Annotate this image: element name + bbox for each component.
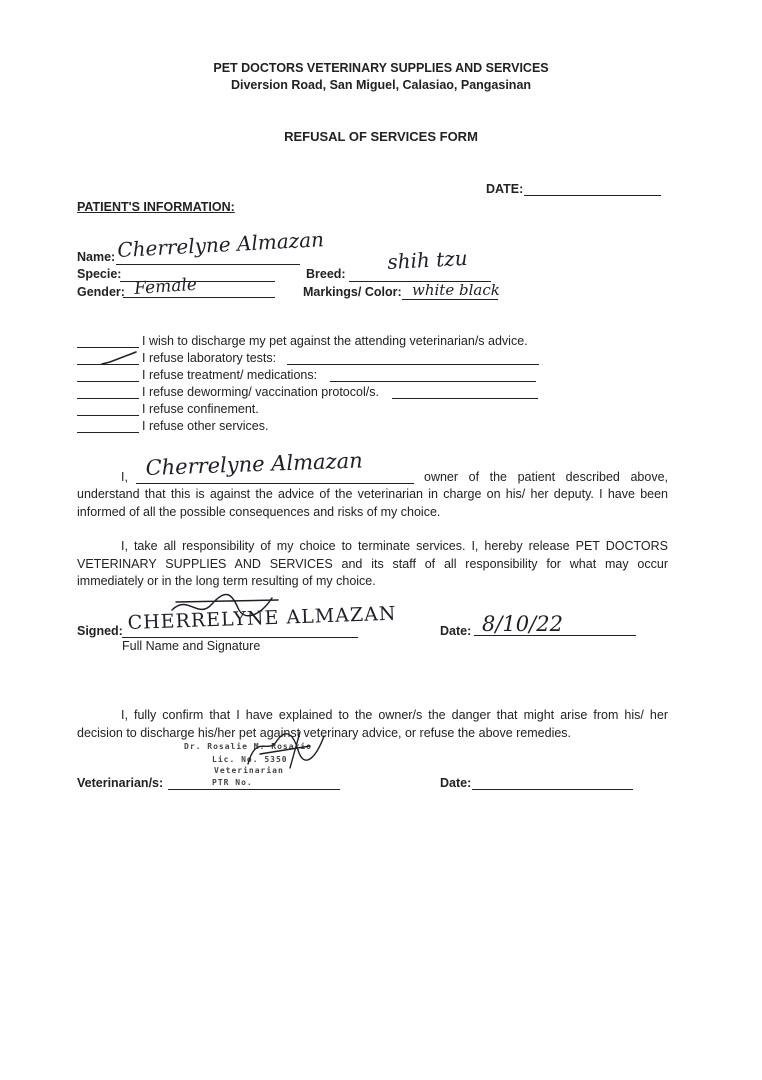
- name-value[interactable]: Cherrelyne Almazan: [116, 227, 325, 262]
- refusal-blank[interactable]: [77, 398, 139, 399]
- specie-label: Specie:: [77, 267, 122, 281]
- signed-underline: [122, 637, 358, 638]
- refusal-item-label: I refuse treatment/ medications:: [142, 368, 318, 382]
- vet-stamp-title: Veterinarian: [214, 766, 284, 775]
- statement-i: I,: [121, 470, 128, 484]
- company-name: PET DOCTORS VETERINARY SUPPLIES AND SERVICES: [213, 61, 549, 75]
- signature-caption: Full Name and Signature: [122, 639, 261, 653]
- refusal-item-label: I refuse deworming/ vaccination protocol/s.: [142, 385, 379, 399]
- breed-label: Breed:: [306, 267, 346, 281]
- signature-date-value[interactable]: 8/10/22: [482, 612, 563, 636]
- name-label: Name:: [77, 250, 116, 264]
- name-underline: [116, 264, 300, 265]
- lab-tests-detail-field[interactable]: [287, 364, 539, 365]
- owner-name-underline: [136, 483, 414, 484]
- gender-value[interactable]: Female: [133, 274, 198, 299]
- refusal-item-label: I refuse other services.: [142, 419, 269, 433]
- treatment-detail-field[interactable]: [330, 381, 536, 382]
- veterinarian-field[interactable]: [168, 789, 340, 790]
- vet-stamp-ptr: PTR No.: [212, 778, 253, 787]
- refusal-blank[interactable]: [77, 381, 139, 382]
- owner-name-value[interactable]: Cherrelyne Almazan: [145, 448, 364, 480]
- form-title: REFUSAL OF SERVICES FORM: [284, 129, 478, 144]
- markings-label: Markings/ Color:: [303, 285, 402, 299]
- refusal-blank[interactable]: [77, 415, 139, 416]
- refusal-item-label: I wish to discharge my pet against the attending veterinarian/s advice.: [142, 334, 528, 348]
- refusal-blank[interactable]: [77, 432, 139, 433]
- date-label: DATE:: [486, 182, 524, 196]
- vet-signature-scribble: [240, 724, 340, 774]
- refusal-blank[interactable]: [77, 347, 139, 348]
- confirmation-text: I, fully confirm that I have explained to the owner/s the danger that might arise from his/ her decision to discharge his/her pet against veterinary advice, or refuse the above remedies.: [77, 708, 668, 740]
- checkmark-icon: [100, 350, 140, 366]
- vet-date-label: Date:: [440, 776, 472, 790]
- statement-text: understand that this is against the advice of the veterinarian in charge on his/ her deputy. I have been informed of all the possible consequences and risks of my choice.: [77, 487, 668, 519]
- signed-label: Signed:: [77, 624, 123, 638]
- patient-info-heading: PATIENT'S INFORMATION:: [77, 200, 235, 214]
- vet-stamp-name: Dr. Rosalie M. Rosario: [184, 742, 312, 751]
- vet-stamp-license: Lic. No. 5350: [212, 755, 288, 764]
- signature-date-label: Date:: [440, 624, 472, 638]
- date-field[interactable]: [524, 195, 661, 196]
- signed-name-value[interactable]: CHERRELYNE ALMAZAN: [127, 602, 397, 634]
- responsibility-text: I, take all responsibility of my choice to terminate services. I, hereby release PET DOCTORS VETERINARY SUPPLIES AND SERVICES and its staff of all responsibility for what may occur immediately or in the long term resulting of my choice.: [77, 539, 668, 588]
- company-address: Diversion Road, San Miguel, Calasiao, Pangasinan: [230, 78, 532, 92]
- breed-value[interactable]: shih tzu: [386, 245, 469, 274]
- veterinarian-label: Veterinarian/s:: [77, 776, 164, 790]
- statement-line1: owner of the patient described above,: [424, 470, 668, 484]
- refusal-item-label: I refuse confinement.: [142, 402, 259, 416]
- vet-date-field[interactable]: [472, 789, 633, 790]
- gender-label: Gender:: [77, 285, 125, 299]
- deworming-detail-field[interactable]: [392, 398, 538, 399]
- refusal-item-label: I refuse laboratory tests:: [142, 351, 277, 365]
- markings-underline: [402, 299, 498, 300]
- markings-value[interactable]: white black: [412, 281, 500, 299]
